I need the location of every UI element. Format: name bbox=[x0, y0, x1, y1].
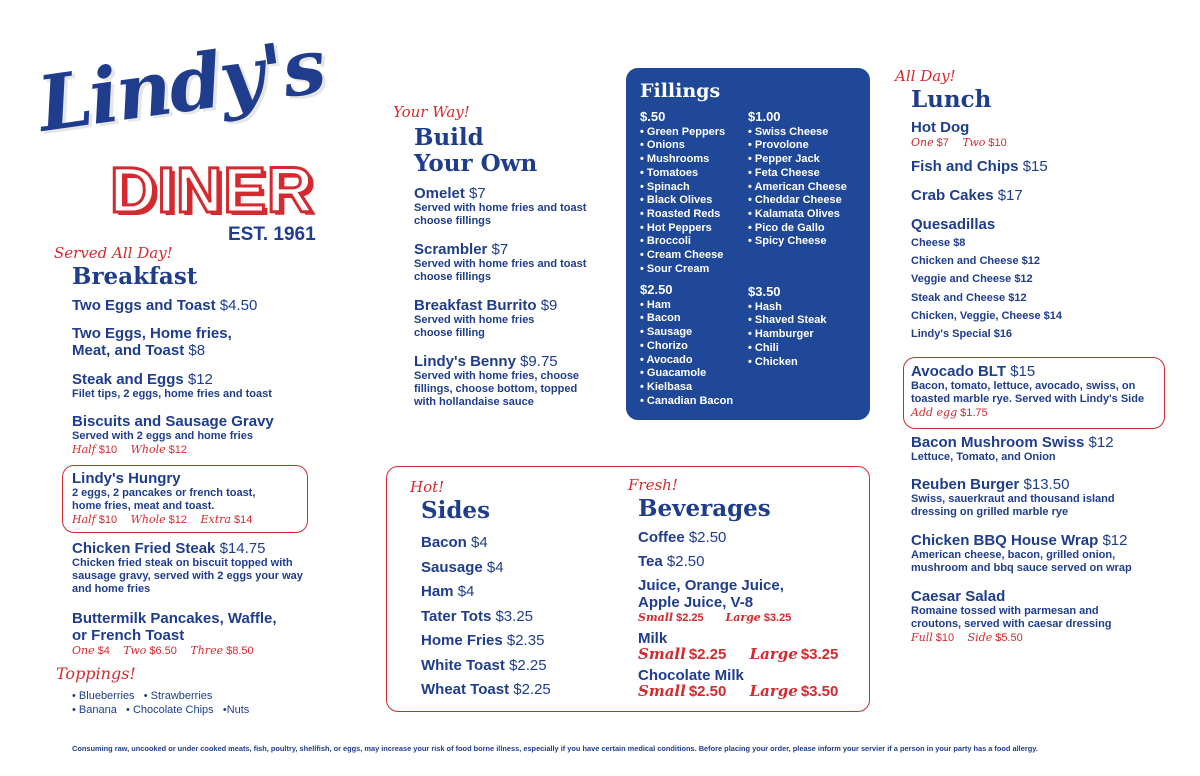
list-item: Sausage $4 bbox=[421, 558, 504, 576]
menu-item bbox=[72, 470, 262, 527]
item-name: Steak and Eggs bbox=[72, 371, 184, 388]
menu-item: Bacon Mushroom Swiss $12 Lettuce, Tomato, and Onion bbox=[911, 434, 1114, 463]
list-item: Juice, Orange Juice, bbox=[638, 577, 784, 594]
beverages-tag: Fresh! bbox=[628, 476, 678, 494]
menu-item bbox=[72, 610, 277, 658]
menu-item: Breakfast Burrito $9 Served with home fries choose filling bbox=[414, 297, 558, 339]
breakfast-title: Breakfast bbox=[72, 263, 198, 290]
beverages-list bbox=[638, 529, 848, 699]
list-item: Bacon $4 bbox=[421, 534, 488, 551]
item-description: Served with 2 eggs and home fries bbox=[72, 430, 253, 442]
item-price: $12 bbox=[187, 371, 213, 388]
breakfast-tag: Served All Day! bbox=[54, 244, 173, 262]
item-options: One $4 Two $6.50 Three $8.50 bbox=[72, 644, 254, 657]
item-name-line2: or French Toast bbox=[72, 627, 185, 644]
list-item: Tea $2.50 bbox=[638, 553, 705, 570]
item-name: Chicken Fried Steak bbox=[72, 540, 216, 557]
logo-script: Lindy's bbox=[32, 20, 330, 149]
list-item: Wheat Toast $2.25 bbox=[421, 681, 551, 698]
menu-item bbox=[72, 371, 272, 401]
list-item: White Toast $2.25 bbox=[421, 656, 547, 674]
item-options: Small $2.50 Large $3.50 bbox=[638, 682, 839, 700]
item-description: Chicken fried steak on biscuit topped with bbox=[72, 557, 293, 569]
menu-item: Hot Dog One $7 Two $10 bbox=[911, 119, 1007, 149]
menu-item: Reuben Burger $13.50 Swiss, sauerkraut and thousand island dressing on grilled marble rye bbox=[911, 476, 1115, 518]
item-name: Buttermilk Pancakes, Waffle, bbox=[72, 610, 277, 627]
fillings-panel bbox=[626, 68, 870, 420]
menu-item: Scrambler $7 Served with home fries and toast choose fillings bbox=[414, 241, 587, 283]
allergy-disclaimer: Consuming raw, uncooked or under cooked meats, fish, poultry, shellfish, or eggs, may increase your risk of food borne illness, especially if you have certain medical conditions. Before placing your order, please inform your servier if a person in your party has a food allergy. bbox=[72, 744, 1038, 753]
build-tag: Your Way! bbox=[393, 103, 470, 121]
list-item: Coffee $2.50 bbox=[638, 529, 727, 546]
toppings-title: Toppings! bbox=[56, 664, 136, 683]
item-name-line2: Meat, and Toast bbox=[72, 342, 185, 359]
list-item: Tater Tots $3.25 bbox=[421, 607, 534, 625]
fillings-group: $.50 • Green Peppers • Onions • Mushrooms • Tomatoes • Spinach • Black Olives • Roasted Reds • Hot Peppers • Broccoli • Cream Cheese • Sour Cream bbox=[640, 110, 725, 276]
lunch-title: Lunch bbox=[911, 86, 992, 113]
menu-item bbox=[72, 325, 232, 359]
menu-item: Crab Cakes $17 bbox=[911, 187, 1023, 204]
toppings-list: • Blueberries • Strawberries • Banana • Chocolate Chips •Nuts bbox=[72, 690, 250, 716]
item-options: Half $10 Whole $12 bbox=[72, 443, 188, 456]
menu-item: Omelet $7 Served with home fries and toast choose fillings bbox=[414, 185, 587, 227]
menu-item: Quesadillas Cheese $8 Chicken and Cheese $12 Veggie and Cheese $12 Steak and Cheese $12 Chicken, Veggie, Cheese $14 Lindy's Special $16 bbox=[911, 216, 1063, 341]
list-item-line2: Apple Juice, V-8 bbox=[638, 594, 754, 611]
lunch-tag: All Day! bbox=[895, 67, 956, 85]
menu-item: Chicken BBQ House Wrap $12 American cheese, bacon, grilled onion, mushroom and bbq sauce served on wrap bbox=[911, 532, 1132, 574]
item-options: Small $2.25 Large $3.25 bbox=[638, 611, 792, 624]
item-name: Lindy's Hungry bbox=[72, 470, 181, 487]
menu-item: Lindy's Benny $9.75 Served with home fries, choose fillings, choose bottom, topped with hollandaise sauce bbox=[414, 353, 580, 408]
list-item: Home Fries $2.35 bbox=[421, 632, 545, 649]
menu-item: Fish and Chips $15 bbox=[911, 158, 1048, 175]
list-item: Milk bbox=[638, 630, 668, 647]
menu-item bbox=[72, 413, 274, 457]
menu-item: Caesar Salad Romaine tossed with parmesan and croutons, served with caesar dressing Full $10 Side $5.50 bbox=[911, 588, 1112, 644]
item-name: Two Eggs, Home fries, bbox=[72, 325, 232, 342]
list-item: Ham $4 bbox=[421, 583, 475, 600]
menu-item bbox=[72, 540, 303, 596]
menu-item: Avocado BLT $15 Bacon, tomato, lettuce, avocado, swiss, on toasted marble rye. Served with Lindy's Side Add egg $1.75 bbox=[911, 363, 1145, 419]
item-name: Biscuits and Sausage Gravy bbox=[72, 413, 274, 430]
item-price: $8 bbox=[188, 342, 206, 359]
item-options: Half $10 Whole $12 Extra $14 bbox=[72, 513, 253, 526]
sides-title: Sides bbox=[421, 497, 491, 524]
item-options: Small $2.25 Large $3.25 bbox=[638, 645, 839, 663]
item-description: and home fries bbox=[72, 583, 151, 595]
logo-diner: DINER bbox=[110, 154, 315, 226]
item-price: $4.50 bbox=[219, 297, 258, 314]
item-description: Filet tips, 2 eggs, home fries and toast bbox=[72, 388, 272, 400]
sides-list bbox=[421, 531, 551, 703]
menu-item bbox=[72, 297, 257, 314]
beverages-title: Beverages bbox=[638, 495, 771, 522]
logo-established: EST. 1961 bbox=[228, 224, 316, 245]
item-price: $14.75 bbox=[219, 540, 266, 557]
item-description: home fries, meat and toast. bbox=[72, 500, 215, 512]
item-description: 2 eggs, 2 pancakes or french toast, bbox=[72, 487, 256, 499]
fillings-group: $1.00 • Swiss Cheese • Provolone • Pepper Jack • Feta Cheese • American Cheese • Cheddar Cheese • Kalamata Olives • Pico de Gallo • Spicy Cheese bbox=[748, 110, 847, 249]
sides-tag: Hot! bbox=[410, 478, 445, 496]
list-item: Chocolate Milk bbox=[638, 667, 744, 684]
fillings-title: Fillings bbox=[640, 80, 721, 102]
item-name: Two Eggs and Toast bbox=[72, 297, 216, 314]
fillings-group: $2.50 • Ham • Bacon • Sausage • Chorizo • Avocado • Guacamole • Kielbasa • Canadian Bacon bbox=[640, 283, 733, 408]
fillings-group: $3.50 • Hash • Shaved Steak • Hamburger • Chili • Chicken bbox=[748, 285, 826, 369]
item-description: sausage gravy, served with 2 eggs your way bbox=[72, 570, 303, 582]
build-title: Build Your Own bbox=[414, 124, 538, 177]
